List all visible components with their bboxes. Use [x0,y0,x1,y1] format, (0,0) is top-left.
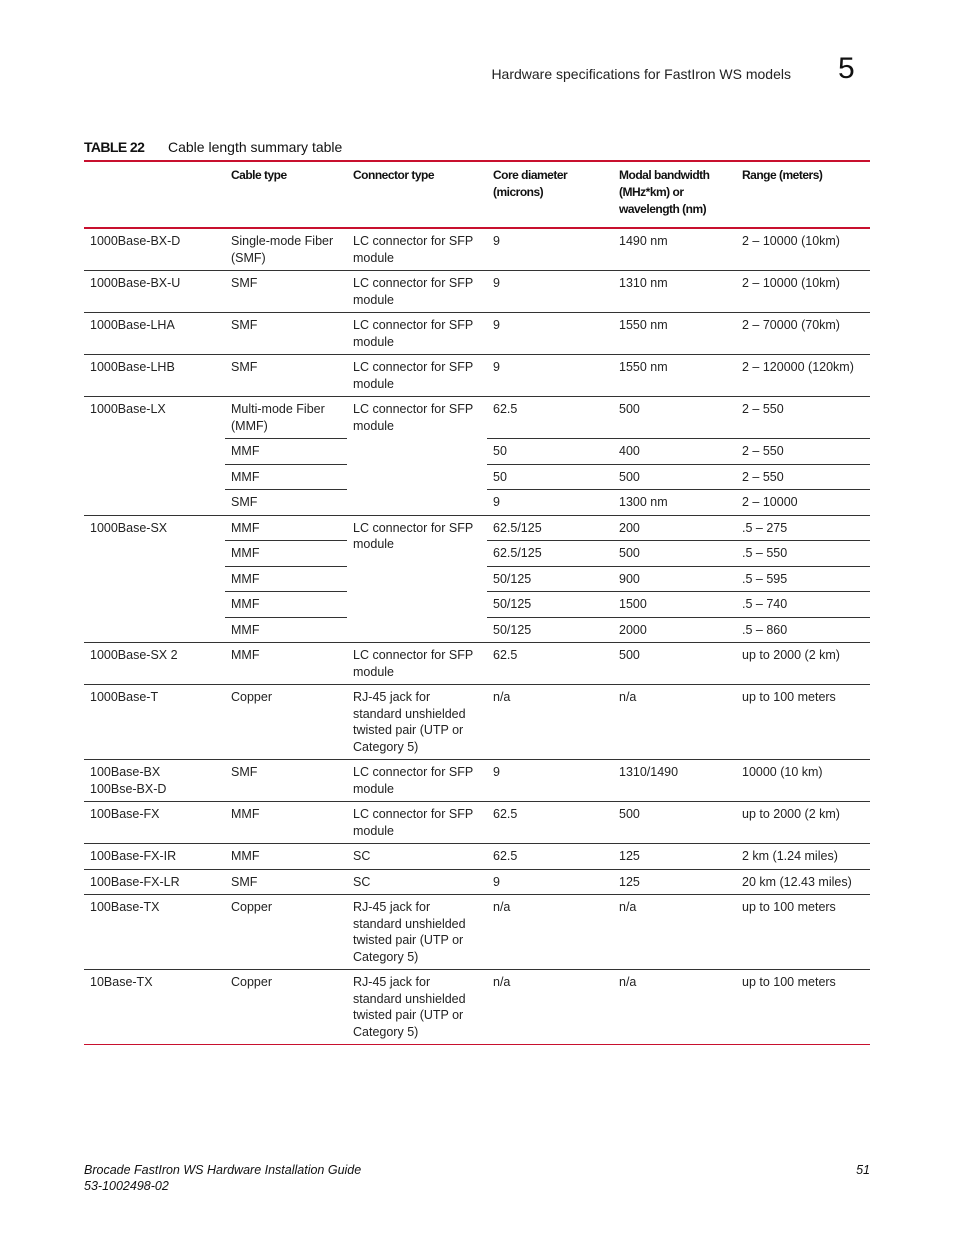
cable-name-cell: 100Base-TX [84,895,225,970]
connector-type-cell: SC [347,844,487,870]
core-diameter-cell: n/a [487,685,613,760]
cable-type-cell: SMF [225,355,347,397]
bandwidth-cell: 125 [613,844,736,870]
core-diameter-cell: 50/125 [487,592,613,618]
range-cell: 2 – 10000 (10km) [736,271,870,313]
cable-name-cell: 1000Base-BX-U [84,271,225,313]
core-diameter-cell: 9 [487,760,613,802]
table-row [84,271,870,313]
range-cell: .5 – 275 [736,515,870,541]
table-row [84,515,870,541]
cable-type-cell: Copper [225,970,347,1045]
core-diameter-cell: n/a [487,895,613,970]
cable-type-cell: Multi-mode Fiber (MMF) [225,397,347,439]
cable-type-cell: MMF [225,515,347,541]
bandwidth-cell: 1490 nm [619,234,668,248]
core-diameter-cell: 9 [487,355,613,397]
table-caption-text: Cable length summary table [168,139,343,155]
cable-type-cell: MMF [225,643,347,685]
bandwidth-cell: n/a [613,685,736,760]
core-diameter-cell: 9 [487,490,613,516]
cable-type-cell: Copper [225,895,347,970]
table-row [84,228,870,271]
footer-page-number: 51 [856,1163,870,1177]
range-cell: 2 – 550 [736,397,870,439]
bandwidth-cell: 500 [613,802,736,844]
bandwidth-cell: 500 [613,464,736,490]
bandwidth-cell: 500 [613,643,736,685]
cable-type-cell: Copper [225,685,347,760]
connector-type-cell: LC connector for SFP module [347,760,487,802]
page-footer [84,1162,870,1194]
bandwidth-cell: 900 [613,566,736,592]
core-diameter-cell: n/a [487,970,613,1045]
core-diameter-cell: 62.5/125 [487,541,613,567]
cable-type-cell: SMF [225,869,347,895]
header-title: Hardware specifications for FastIron WS models [491,66,791,82]
core-diameter-cell: 62.5 [487,643,613,685]
bandwidth-cell: 200 [613,515,736,541]
core-diameter-cell: 9 [487,869,613,895]
cable-type-cell: Single-mode Fiber (SMF) [231,234,334,265]
range-cell: 2 – 70000 (70km) [736,313,870,355]
connector-type-cell: SC [347,869,487,895]
table-row [84,313,870,355]
table-header-row [84,161,870,228]
connector-type-cell: LC connector for SFP module [347,515,487,643]
bandwidth-cell: 1310 nm [613,271,736,313]
table-label: TABLE 22 [84,139,145,155]
table-row [84,760,870,802]
core-diameter-cell: 62.5 [487,844,613,870]
range-cell: up to 100 meters [736,685,870,760]
cable-type-cell: SMF [225,271,347,313]
column-header: Cable type [225,161,347,228]
range-cell: 2 – 550 [736,464,870,490]
connector-type-cell: LC connector for SFP module [347,355,487,397]
bandwidth-cell: n/a [613,895,736,970]
cable-name-cell: 100Base-FX-IR [84,844,225,870]
core-diameter-cell: 50 [487,439,613,465]
range-cell: up to 2000 (2 km) [736,802,870,844]
cable-type-cell: MMF [225,592,347,618]
column-header: Connector type [347,161,487,228]
cable-type-cell: MMF [225,617,347,643]
table-row [84,685,870,760]
bandwidth-cell: 500 [613,541,736,567]
column-header: Core diameter (microns) [487,161,613,228]
table-row [84,895,870,970]
cable-name-cell: 100Base-FX [84,802,225,844]
core-diameter-cell: 9 [487,313,613,355]
core-diameter-cell: 50/125 [487,617,613,643]
footer-doc-number: 53-1002498-02 [84,1179,169,1193]
cable-length-table [84,160,870,1045]
table-row [84,802,870,844]
table-row [84,397,870,439]
column-header: Modal bandwidth (MHz*km) or wavelength (nm) [613,161,736,228]
range-cell: up to 100 meters [736,970,870,1045]
range-cell: 20 km (12.43 miles) [736,869,870,895]
table-body [84,228,870,1045]
cable-name-cell [84,760,225,802]
table-row [84,643,870,685]
core-diameter-cell: 9 [487,271,613,313]
connector-type-cell: LC connector for SFP module [347,643,487,685]
chapter-number: 5 [838,52,855,85]
bandwidth-cell: 2000 [613,617,736,643]
table-row [84,355,870,397]
connector-type-cell: LC connector for SFP module [347,397,487,516]
range-cell: .5 – 860 [736,617,870,643]
cable-name-cell: 100Base-FX-LR [84,869,225,895]
column-header: Range (meters) [736,161,870,228]
cable-name-cell: 1000Base-SX 2 [84,643,225,685]
core-diameter-cell: 62.5/125 [487,515,613,541]
column-header [84,161,225,228]
range-cell: up to 2000 (2 km) [736,643,870,685]
connector-type-cell: LC connector for SFP module [347,802,487,844]
cable-type-cell: MMF [225,541,347,567]
cable-type-cell: SMF [225,490,347,516]
cable-type-cell: MMF [225,464,347,490]
table-row [84,869,870,895]
connector-type-cell: LC connector for SFP module [347,271,487,313]
cable-type-cell: MMF [225,566,347,592]
bandwidth-cell: 500 [613,397,736,439]
cable-name-cell: 1000Base-LHA [84,313,225,355]
range-cell: 2 – 550 [736,439,870,465]
cable-type-cell: SMF [225,313,347,355]
bandwidth-cell: 400 [613,439,736,465]
cable-type-cell: MMF [225,802,347,844]
core-diameter-cell: 62.5 [487,802,613,844]
range-cell: 2 – 10000 [736,490,870,516]
range-cell: .5 – 740 [736,592,870,618]
range-cell: .5 – 595 [736,566,870,592]
cable-name-cell: 1000Base-SX [84,515,225,643]
cable-name-line: 100Bse-BX-D [90,781,167,796]
cable-name-cell: 1000Base-LX [84,397,225,516]
bandwidth-cell: 1500 [613,592,736,618]
core-diameter-cell: 50 [487,464,613,490]
core-diameter-cell: 9 [493,234,500,248]
cable-type-cell: MMF [225,844,347,870]
bandwidth-cell: 125 [613,869,736,895]
connector-type-cell: RJ-45 jack for standard unshielded twisted pair (UTP or Category 5) [347,895,487,970]
core-diameter-cell: 50/125 [487,566,613,592]
cable-name-cell: 1000Base-T [84,685,225,760]
bandwidth-cell: n/a [613,970,736,1045]
table-caption [84,139,343,155]
connector-type-cell: LC connector for SFP module [353,234,473,265]
cable-type-cell: SMF [225,760,347,802]
bandwidth-cell: 1310/1490 [613,760,736,802]
cable-name-cell: 10Base-TX [84,970,225,1045]
bandwidth-cell: 1300 nm [613,490,736,516]
footer-doc-title: Brocade FastIron WS Hardware Installation Guide [84,1163,362,1177]
connector-type-cell: LC connector for SFP module [347,313,487,355]
range-cell: 2 – 120000 (120km) [736,355,870,397]
range-cell: up to 100 meters [736,895,870,970]
range-cell: 2 – 10000 (10km) [742,234,840,248]
range-cell: .5 – 550 [736,541,870,567]
range-cell: 10000 (10 km) [736,760,870,802]
table-row [84,844,870,870]
core-diameter-cell: 62.5 [487,397,613,439]
cable-type-cell: MMF [225,439,347,465]
bandwidth-cell: 1550 nm [613,355,736,397]
cable-name-line: 100Base-BX [90,765,161,779]
connector-type-cell: RJ-45 jack for standard unshielded twisted pair (UTP or Category 5) [347,970,487,1045]
table-row [84,970,870,1045]
connector-type-cell: RJ-45 jack for standard unshielded twisted pair (UTP or Category 5) [347,685,487,760]
bandwidth-cell: 1550 nm [613,313,736,355]
range-cell: 2 km (1.24 miles) [736,844,870,870]
cable-name-cell: 1000Base-LHB [84,355,225,397]
cable-name-cell: 1000Base-BX-D [90,234,181,248]
